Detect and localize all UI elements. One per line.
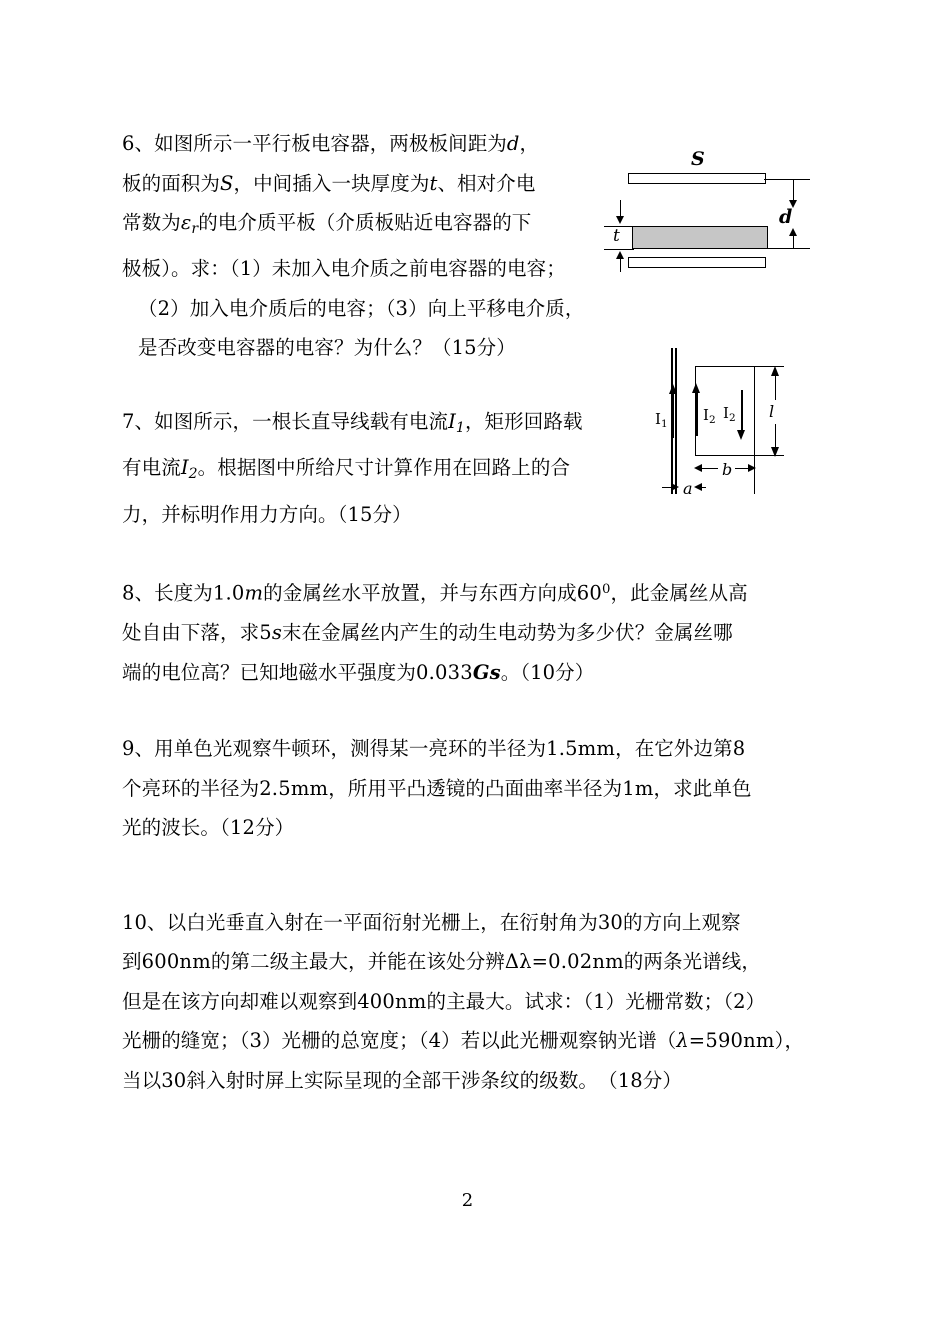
- q10-text-1b: 的方向上观察: [623, 910, 741, 934]
- symbol-I2: I: [180, 456, 189, 480]
- dim-b-label: b: [722, 460, 733, 479]
- dim-b-arrow-right-icon: [748, 464, 756, 472]
- q8-line-1: [122, 570, 814, 613]
- q6-line-1: [122, 124, 630, 164]
- q8-text-1a: 8、长度为: [122, 581, 213, 605]
- loop-bottom-extension-line: [754, 455, 784, 456]
- loop-right-extension-line: [754, 366, 755, 494]
- q8-value-field: 0.033: [416, 660, 473, 684]
- q9-value-curvature: 1m: [622, 776, 654, 800]
- q8-text-3a: 端的电位高？已知地磁水平强度为: [122, 660, 417, 684]
- capacitor-arrow-d-up-icon: [789, 228, 797, 236]
- current-I1-subscript: 1: [660, 418, 668, 431]
- q7-text-2b: 。根据图中所给尺寸计算作用在回路上的合: [197, 456, 571, 480]
- capacitor-arrow-t-down-icon: [616, 216, 624, 224]
- q7-line-1: [122, 402, 642, 448]
- q10-text-4b: ），: [774, 1029, 805, 1053]
- q10-text-1a: 10、以白光垂直入射在一平面衍射光栅上，在衍射角为: [122, 910, 598, 934]
- q8-value-time: 5: [259, 621, 272, 645]
- current-I2-left-arrow-head-icon: [692, 383, 700, 393]
- spacer-q9-q10: [122, 848, 814, 903]
- current-I2-left-subscript: 2: [708, 414, 716, 427]
- q6-text-3b: 的电介质平板（介质板贴近电容器的下: [198, 211, 532, 234]
- figure-wire-and-rectangular-loop: [638, 348, 818, 500]
- q6-line-6: [122, 328, 630, 368]
- q7-text-1a: 7、如图所示，一根长直导线载有电流: [122, 409, 449, 433]
- q8-value-length: 1.0: [212, 581, 245, 605]
- q9-line-3: [122, 808, 814, 848]
- q10-text-2b: 的第二级主最大，并能在该处分辨: [210, 950, 505, 974]
- q6-text-5: （2）加入电介质后的电容；（3）向上平移电介质，: [138, 296, 585, 320]
- q8-text-3b: 。（10分）: [500, 660, 595, 684]
- dim-b-arrow-left-icon: [694, 464, 702, 472]
- current-I2-right-arrow-shaft: [741, 390, 743, 432]
- dim-a-arrow-left-icon: [694, 483, 702, 491]
- q10-value-wavelength2: 400nm: [357, 989, 427, 1013]
- unit-s: s: [271, 621, 282, 645]
- q10-line-4: [122, 1021, 814, 1061]
- dim-b-line-left: [700, 468, 718, 469]
- question-10: [122, 903, 814, 1101]
- q9-text-2c: ，求此单色: [653, 776, 752, 800]
- q9-value-radius1: 1.5mm: [546, 737, 616, 761]
- question-6: [122, 124, 630, 368]
- q8-value-angle: 60: [576, 581, 602, 605]
- loop-top-extension-line: [754, 366, 784, 367]
- q10-value-angle: 30: [597, 910, 624, 934]
- q6-text-6: 是否改变电容器的电容？为什么？（15分）: [138, 336, 516, 360]
- unit-m: m: [244, 581, 264, 605]
- q6-text-2b: ，中间插入一块厚度为: [233, 171, 430, 195]
- q10-text-5b: 斜入射时屏上实际呈现的全部干涉条纹的级数。 （18分）: [186, 1068, 682, 1092]
- q9-text-3b: 分）: [255, 816, 295, 840]
- current-I1-label: [655, 410, 668, 430]
- q10-text-3a: 但是在该方向却难以观察到: [122, 989, 358, 1013]
- capacitor-bottom-plate: [628, 257, 766, 268]
- current-I2-right-arrow-head-icon: [737, 430, 745, 440]
- degree-superscript: 0: [601, 582, 611, 598]
- q10-line-1: [122, 903, 814, 943]
- dim-a-arrow-right-icon: [671, 483, 679, 491]
- symbol-S: S: [220, 171, 234, 195]
- symbol-I1: I: [448, 409, 456, 433]
- question-8: [122, 570, 814, 692]
- q9-value-radius2: 2.5mm: [259, 776, 329, 800]
- q7-text-1b: ，矩形回路载: [464, 409, 583, 433]
- current-I1-symbol: I: [655, 410, 661, 428]
- current-I2-left-symbol: I: [703, 406, 709, 424]
- loop-straight-wire-right-edge: [675, 348, 677, 494]
- dim-l-label: l: [769, 402, 775, 421]
- current-I1-arrow-shaft: [673, 393, 675, 438]
- q6-text-3a: 常数为: [122, 211, 181, 234]
- capacitor-label-S: S: [691, 148, 705, 170]
- q8-text-2b: 末在金属丝内产生的动生电动势为多少伏？金属丝哪: [281, 621, 733, 645]
- q7-text-2a: 有电流: [122, 456, 181, 480]
- q9-line-2: [122, 769, 814, 809]
- current-I2-right-label: [723, 404, 736, 424]
- q10-text-4a: 光栅的缝宽；（3）光栅的总宽度；（4）若以此光栅观察钠光谱（: [122, 1029, 677, 1053]
- current-I2-right-subscript: 2: [728, 412, 736, 425]
- spacer-q8-q9: [122, 692, 814, 729]
- q9-text-3a: 光的波长。（: [122, 816, 230, 840]
- q9-text-2a: 个亮环的半径为: [122, 776, 260, 800]
- symbol-epsilon: ε: [180, 211, 192, 234]
- q8-text-2a: 处自由下落，求: [122, 621, 260, 645]
- q6-text-2a: 板的面积为: [122, 171, 221, 195]
- symbol-t: t: [429, 171, 438, 195]
- q6-punct-1: ，: [519, 132, 540, 155]
- q9-value-ring-index: 8: [732, 737, 746, 761]
- dim-a-label: a: [683, 479, 693, 498]
- dim-l-arrow-down-icon: [771, 447, 779, 457]
- symbol-epsilon-subscript: r: [191, 220, 199, 237]
- current-I2-left-label: [703, 406, 716, 426]
- q6-line-3: [122, 203, 630, 249]
- q10-text-5a: 当以: [122, 1068, 162, 1092]
- q6-text-2c: 、相对介电: [437, 171, 536, 195]
- q8-line-3: [122, 653, 814, 693]
- capacitor-dielectric-slab: [632, 226, 768, 249]
- q10-value-incidence: 30: [161, 1068, 187, 1092]
- current-I2-right-symbol: I: [723, 404, 729, 422]
- q10-text-2c: 的两条光谱线，: [623, 950, 761, 974]
- q10-line-3: [122, 982, 814, 1022]
- page-number: 2: [461, 1190, 474, 1211]
- capacitor-arrow-t-up-icon: [616, 251, 624, 259]
- q8-line-2: [122, 613, 814, 653]
- q9-text-2b: ，所用平凸透镜的凸面曲率半径为: [328, 776, 623, 800]
- q9-value-points: 12: [229, 816, 256, 840]
- q7-line-3: 力，并标明作用力方向。（15分）: [122, 502, 412, 526]
- dim-l-arrow-up-icon: [771, 366, 779, 376]
- capacitor-label-t: t: [613, 226, 620, 246]
- q10-value-wavelength1: 600nm: [141, 950, 211, 974]
- capacitor-extension-line-mid: [764, 248, 810, 249]
- symbol-I2-subscript: 2: [188, 466, 198, 483]
- q6-text-1: 6、如图所示一平行板电容器，两极板间距为: [122, 132, 507, 155]
- q8-text-1c: ，此金属丝从高: [610, 581, 748, 605]
- q7-line-2: [122, 448, 642, 494]
- capacitor-top-plate: [628, 173, 766, 184]
- q10-line-2: [122, 942, 814, 982]
- symbol-lambda: λ: [676, 1029, 689, 1053]
- q9-line-1: [122, 729, 814, 769]
- capacitor-dim-line-t-lower: [620, 258, 621, 272]
- dim-l-line-upper: [775, 372, 776, 400]
- q8-text-1b: 的金属丝水平放置，并与东西方向成: [263, 581, 577, 605]
- q6-line-5: [122, 289, 630, 329]
- q9-text-1a: 9、用单色光观察牛顿环，测得某一亮环的半径为: [122, 737, 547, 761]
- q10-value-sodium: =590nm: [688, 1029, 775, 1053]
- q10-value-resolution: =0.02nm: [531, 950, 624, 974]
- question-9: [122, 729, 814, 848]
- symbol-d: d: [506, 132, 520, 155]
- q10-text-2a: 到: [122, 950, 142, 974]
- question-7: [122, 402, 642, 534]
- capacitor-extension-line-top: [764, 179, 810, 180]
- spacer-q7-q8: [122, 534, 814, 570]
- current-I1-arrow-head-icon: [669, 384, 677, 394]
- q10-line-5: [122, 1061, 814, 1101]
- current-I2-left-arrow-shaft: [696, 392, 698, 436]
- q6-line-2: [122, 164, 630, 204]
- symbol-I1-subscript: 1: [455, 419, 465, 436]
- unit-gs: Gs: [472, 660, 501, 684]
- q6-line-4: 极板）。求：（1）未加入电介质之前电容器的电容；: [122, 257, 566, 281]
- symbol-delta-lambda: Δλ: [504, 950, 532, 974]
- q10-text-3b: 的主最大。试求：（1）光栅常数；（2）: [426, 989, 766, 1013]
- capacitor-label-d: d: [779, 206, 793, 228]
- figure-parallel-plate-capacitor: [604, 142, 814, 272]
- q9-text-1b: ，在它外边第: [615, 737, 733, 761]
